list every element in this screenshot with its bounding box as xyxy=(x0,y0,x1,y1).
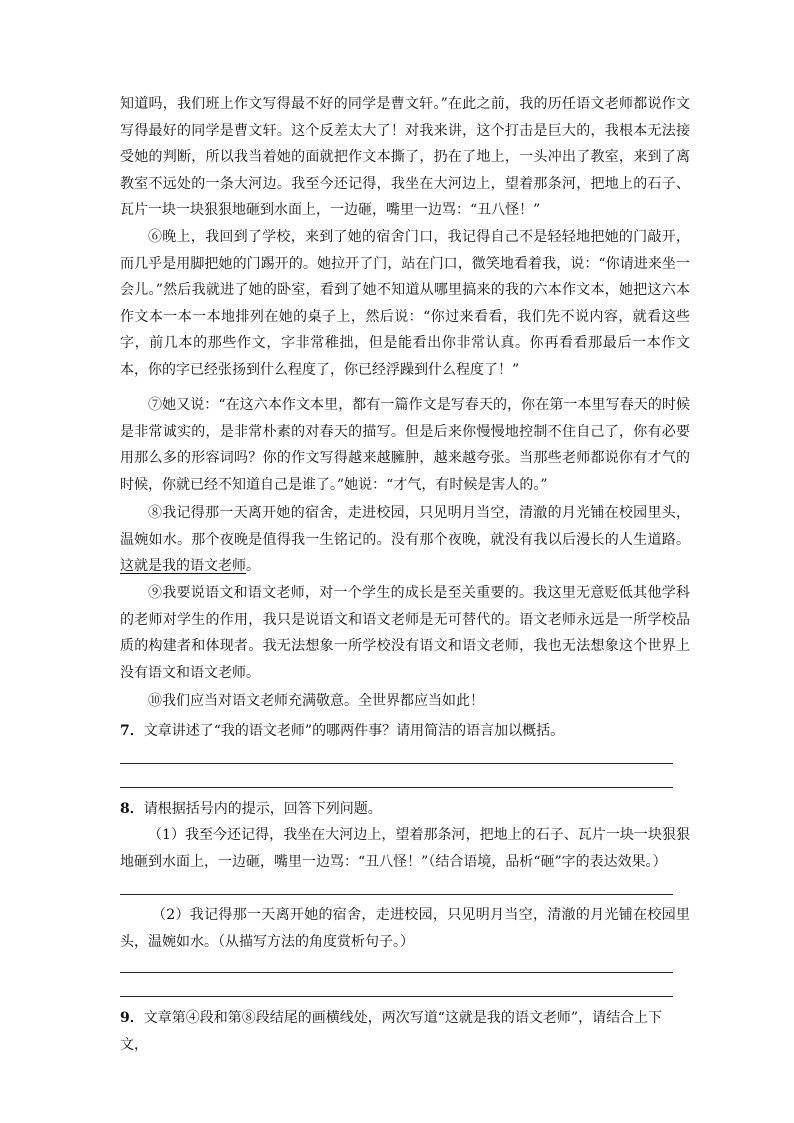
question-8-subquestion-2: （2）我记得那一天离开她的宿舍，走进校园，只见明月当空，清澈的月光铺在校园里头，温婉如水。（从描写方法的角度赏析句子。） xyxy=(120,907,690,950)
question-8-subquestion-1: （1）我至今还记得，我坐在大河边上，望着那条河，把地上的石子、瓦片一块一块狠狠地砸到水面上，一边砸，嘴里一边骂：“丑八怪！”（结合语境，品析“砸”字的表达效果。） xyxy=(120,827,690,870)
question-9-text: 文章第④段和第⑧段结尾的画横线处，两次写道“这就是我的语文老师”，请结合上下文， xyxy=(120,1010,663,1053)
passage-paragraph-continued: 知道吗，我们班上作文写得最不好的同学是曹文轩。”在此之前，我的历任语文老师都说作文写得最好的同学是曹文轩。这个反差太大了！对我来讲，这个打击是巨大的，我根本无法接受她的判断，所以我当着她的面就把作文本撕了，扔在了地上，一头冲出了教室，来到了离教室不远处的一条大河边。我至今还记得，我坐在大河边上，望着那条河，把地上的石子、瓦片一块一块狠狠地砸到水面上，一边砸，嘴里一边骂：“丑八怪！” xyxy=(120,96,690,218)
question-9-number: 9． xyxy=(120,1010,144,1026)
answer-line[interactable] xyxy=(120,763,673,764)
question-7 xyxy=(120,718,690,745)
passage-paragraph-9: ⑨我要说语文和语文老师，对一个学生的成长是至关重要的。我这里无意贬低其他学科的老师对学生的作用，我只是说语文和语文老师是无可替代的。语文老师永远是一所学校品质的构建者和体现者。我无法想象一所学校没有语文和语文老师，我也无法想象这个世界上没有语文和语文老师。 xyxy=(120,585,690,681)
answer-line[interactable] xyxy=(120,787,673,788)
paragraph-8-end: 。 xyxy=(246,558,260,574)
question-7-text: 文章讲述了“我的语文老师”的哪两件事？请用简洁的语言加以概括。 xyxy=(143,723,565,739)
underlined-sentence: 这就是我的语文老师 xyxy=(120,558,246,574)
question-8 xyxy=(120,796,690,823)
passage-paragraph-8 xyxy=(120,500,690,580)
answer-line[interactable] xyxy=(120,996,673,997)
paragraph-8-main-text: ⑧我记得那一天离开她的宿舍，走进校园，只见明月当空，清澈的月光铺在校园里头，温婉如水。那个夜晚是值得我一生铭记的。没有那个夜晚，就没有我以后漫长的人生道路。 xyxy=(120,505,690,548)
answer-line[interactable] xyxy=(120,972,673,973)
question-8-text: 请根据括号内的提示，回答下列问题。 xyxy=(143,801,382,817)
question-8-number: 8． xyxy=(120,801,144,817)
passage-paragraph-10: ⑩我们应当对语文老师充满敬意。全世界都应当如此！ xyxy=(148,693,484,709)
question-9 xyxy=(120,1005,690,1058)
answer-line[interactable] xyxy=(120,894,673,895)
passage-paragraph-6: ⑥晚上，我回到了学校，来到了她的宿舍门口，我记得自己不是轻轻地把她的门敲开，而几乎是用脚把她的门踢开的。她拉开了门，站在门口，微笑地看着我，说：“你请进来坐一会儿。”然后我就进了她的卧室，看到了她不知道从哪里搞来的我的六本作文本，她把这六本作文本一本一本地排列在她的桌子上，然后说：“你过来看看，我们先不说内容，就看这些字，前几本的那些作文，字非常稚拙，但是能看出你非常认真。你再看看那最后一本作文本，你的字已经张扬到什么程度了，你已经浮躁到什么程度了！” xyxy=(120,229,690,378)
question-7-number: 7． xyxy=(120,723,144,739)
passage-paragraph-7: ⑦她又说：“在这六本作文本里，都有一篇作文是写春天的，你在第一本里写春天的时候是非常诚实的，是非常朴素的对春天的描写。但是后来你慢慢地控制不住自己了，你有必要用那么多的形容词吗？你的作文写得越来越臃肿，越来越夸张。当那些老师都说你有才气的时候，你就已经不知道自己是谁了。”她说：“才气，有时候是害人的。” xyxy=(120,397,690,493)
